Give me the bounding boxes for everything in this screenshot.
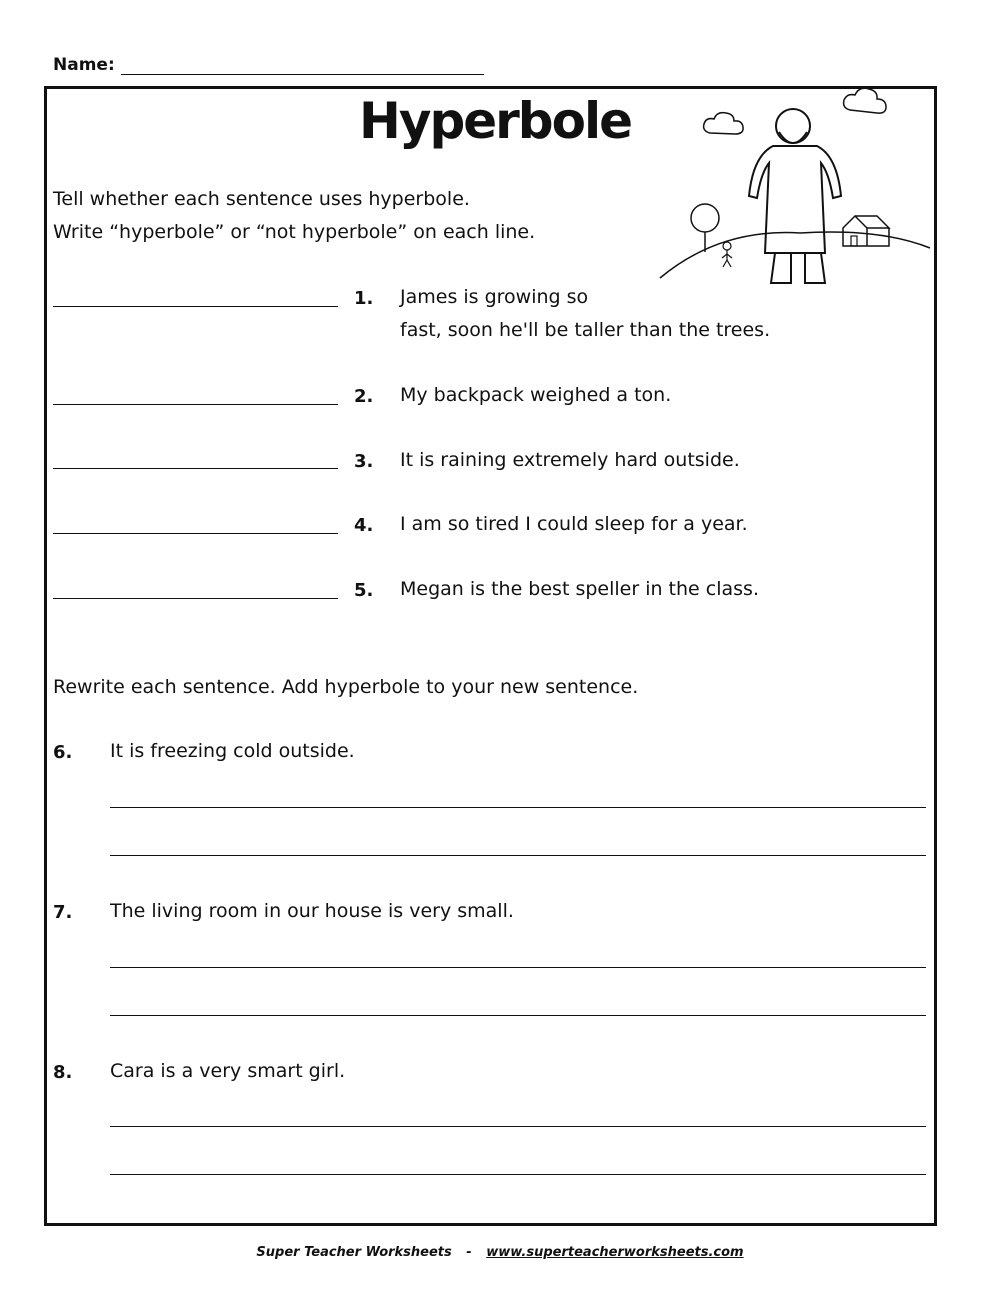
footer-brand: Super Teacher Worksheets — [256, 1245, 452, 1260]
cloud-left — [704, 113, 744, 134]
question-number-5: 5. — [354, 580, 374, 601]
answer-line-1[interactable] — [53, 306, 338, 307]
question-text-4: I am so tired I could sleep for a year. — [400, 513, 748, 535]
footer-separator: - — [466, 1245, 472, 1260]
writing-line-7b[interactable] — [110, 1015, 926, 1016]
giant-body — [749, 146, 841, 253]
answer-line-5[interactable] — [53, 598, 338, 599]
giant-illustration — [655, 88, 940, 288]
question-number-3: 3. — [354, 451, 374, 472]
cloud-right — [844, 88, 886, 113]
question-text-1b: fast, soon he'll be taller than the trees. — [400, 319, 771, 341]
giant-beard — [779, 132, 807, 143]
writing-line-8b[interactable] — [110, 1174, 926, 1175]
name-label: Name: — [53, 55, 115, 75]
rewrite-instruction: Rewrite each sentence. Add hyperbole to your new sentence. — [53, 676, 639, 698]
answer-line-4[interactable] — [53, 533, 338, 534]
instruction-line-1: Tell whether each sentence uses hyperbole. — [53, 188, 470, 210]
footer — [0, 1245, 1000, 1260]
writing-line-7a[interactable] — [110, 967, 926, 968]
writing-line-8a[interactable] — [110, 1126, 926, 1127]
question-text-2: My backpack weighed a ton. — [400, 384, 672, 406]
name-field — [53, 54, 484, 75]
question-text-1a: James is growing so — [400, 286, 589, 308]
instruction-line-2: Write “hyperbole” or “not hyperbole” on each line. — [53, 221, 536, 243]
answer-line-3[interactable] — [53, 468, 338, 469]
question-number-7: 7. — [53, 902, 73, 923]
giant-legs — [771, 253, 825, 283]
question-text-5: Megan is the best speller in the class. — [400, 578, 759, 600]
question-number-4: 4. — [354, 515, 374, 536]
answer-line-2[interactable] — [53, 404, 338, 405]
small-person-body — [722, 250, 732, 267]
question-number-2: 2. — [354, 386, 374, 407]
question-number-6: 6. — [53, 742, 73, 763]
house — [843, 216, 889, 246]
writing-line-6b[interactable] — [110, 855, 926, 856]
question-number-8: 8. — [53, 1062, 73, 1083]
question-number-1: 1. — [354, 288, 374, 309]
footer-url[interactable]: www.superteacherworksheets.com — [486, 1245, 744, 1260]
question-text-6: It is freezing cold outside. — [110, 740, 355, 762]
tree-crown — [691, 204, 719, 232]
writing-line-6a[interactable] — [110, 807, 926, 808]
small-person-head — [723, 242, 731, 250]
giant-head — [776, 109, 810, 143]
page-title: Hyperbole — [359, 92, 631, 150]
question-text-7: The living room in our house is very small. — [110, 900, 514, 922]
house-door — [851, 236, 857, 246]
question-text-3: It is raining extremely hard outside. — [400, 449, 740, 471]
name-answer-line[interactable] — [121, 54, 484, 75]
question-text-1 — [400, 281, 770, 347]
question-text-8: Cara is a very smart girl. — [110, 1060, 346, 1082]
